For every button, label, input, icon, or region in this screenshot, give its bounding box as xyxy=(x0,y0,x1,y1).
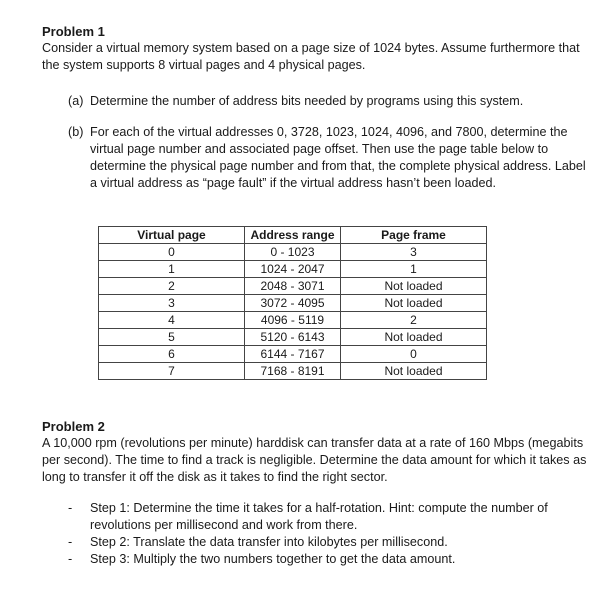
item-label: (a) xyxy=(68,94,84,108)
problem-1-item-a xyxy=(68,93,588,110)
table-row xyxy=(99,346,487,363)
bullet-dash: - xyxy=(68,535,73,549)
cell-virtual-page: 0 xyxy=(99,244,245,261)
steps-list xyxy=(68,500,593,568)
problem-1-title: Problem 1 xyxy=(42,24,105,39)
header-virtual-page: Virtual page xyxy=(99,227,245,244)
cell-address-range: 6144 - 7167 xyxy=(245,346,341,363)
list-item xyxy=(68,534,593,551)
table-row xyxy=(99,295,487,312)
problem-1-intro: Consider a virtual memory system based on a page size of 1024 bytes. Assume furthermore that the system supports 8 virtual pages and 4 physical pages. xyxy=(42,41,580,72)
item-text: Determine the number of address bits needed by programs using this system. xyxy=(90,94,524,108)
problem-1-item-b xyxy=(68,124,588,192)
table-row xyxy=(99,244,487,261)
cell-page-frame: 3 xyxy=(341,244,487,261)
list-item xyxy=(68,551,593,568)
problem-2-title: Problem 2 xyxy=(42,419,105,434)
cell-virtual-page: 5 xyxy=(99,329,245,346)
cell-virtual-page: 6 xyxy=(99,346,245,363)
table-row xyxy=(99,261,487,278)
cell-address-range: 7168 - 8191 xyxy=(245,363,341,380)
list-item xyxy=(68,500,593,534)
step-text: Step 1: Determine the time it takes for a half-rotation. Hint: compute the number of revolutions per millisecond and work from there. xyxy=(90,501,548,532)
table-row xyxy=(99,363,487,380)
cell-address-range: 4096 - 5119 xyxy=(245,312,341,329)
header-address-range: Address range xyxy=(245,227,341,244)
item-text: For each of the virtual addresses 0, 3728, 1023, 1024, 4096, and 7800, determine the virtual page number and associated page offset. Then use the page table below to determine the physical page number and from that, the complete physical address. Label a virtual address as “page fault” if the virtual address hasn’t been loaded. xyxy=(90,125,586,190)
cell-virtual-page: 3 xyxy=(99,295,245,312)
page-table xyxy=(98,226,487,380)
cell-page-frame: 1 xyxy=(341,261,487,278)
cell-address-range: 3072 - 4095 xyxy=(245,295,341,312)
cell-virtual-page: 2 xyxy=(99,278,245,295)
table-row xyxy=(99,278,487,295)
cell-virtual-page: 4 xyxy=(99,312,245,329)
cell-page-frame: Not loaded xyxy=(341,278,487,295)
cell-page-frame: Not loaded xyxy=(341,329,487,346)
cell-address-range: 1024 - 2047 xyxy=(245,261,341,278)
cell-page-frame: 2 xyxy=(341,312,487,329)
cell-address-range: 2048 - 3071 xyxy=(245,278,341,295)
cell-virtual-page: 7 xyxy=(99,363,245,380)
bullet-dash: - xyxy=(68,552,73,566)
cell-page-frame: 0 xyxy=(341,346,487,363)
step-text: Step 2: Translate the data transfer into kilobytes per millisecond. xyxy=(90,535,448,549)
cell-virtual-page: 1 xyxy=(99,261,245,278)
cell-page-frame: Not loaded xyxy=(341,295,487,312)
table-row xyxy=(99,312,487,329)
problem-2-intro: A 10,000 rpm (revolutions per minute) harddisk can transfer data at a rate of 160 Mbps (megabits per second). The time to find a track is negligible. Determine the data amount for which it takes as long to transfer it off the disk as it takes to find the right sector. xyxy=(42,436,587,484)
step-text: Step 3: Multiply the two numbers together to get the data amount. xyxy=(90,552,456,566)
cell-page-frame: Not loaded xyxy=(341,363,487,380)
item-label: (b) xyxy=(68,125,84,139)
bullet-dash: - xyxy=(68,501,73,515)
header-page-frame: Page frame xyxy=(341,227,487,244)
cell-address-range: 0 - 1023 xyxy=(245,244,341,261)
cell-address-range: 5120 - 6143 xyxy=(245,329,341,346)
table-header-row xyxy=(99,227,487,244)
table-row xyxy=(99,329,487,346)
